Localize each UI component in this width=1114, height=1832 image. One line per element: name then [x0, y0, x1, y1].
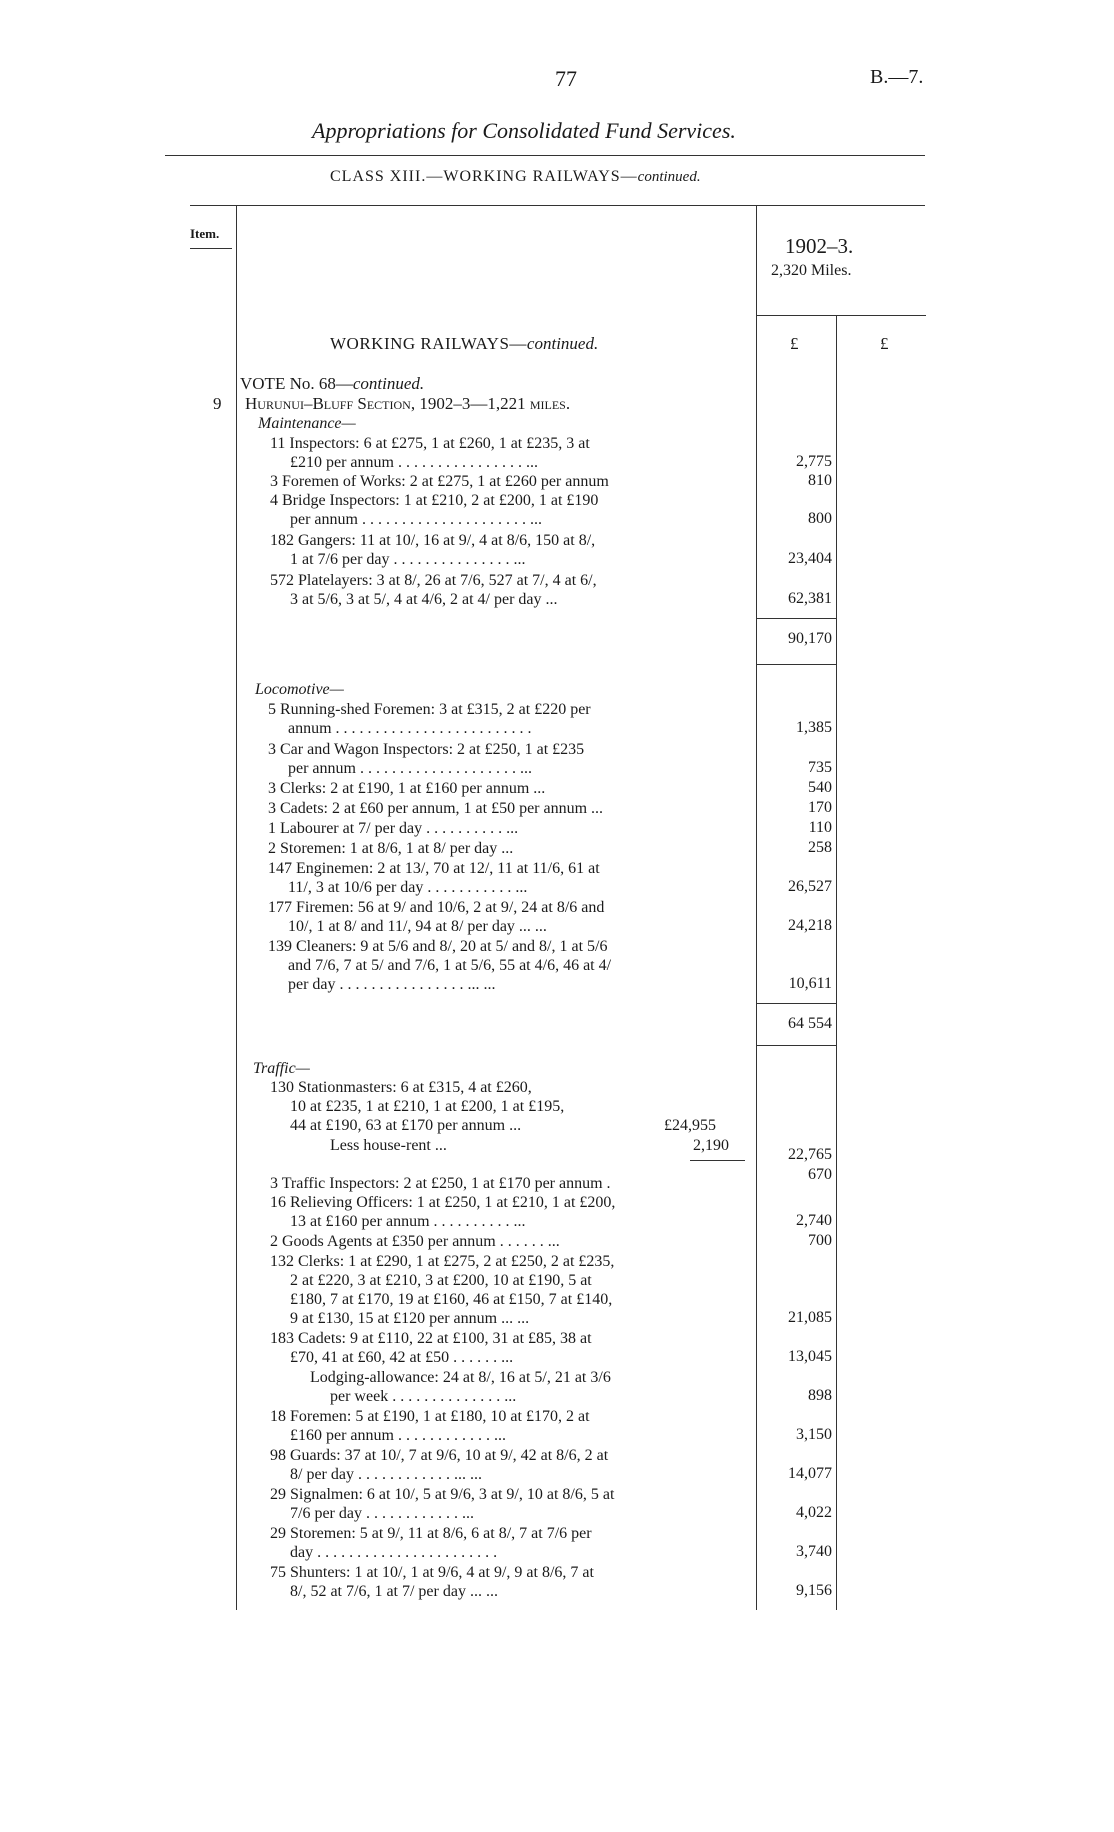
- stationmasters-gross: £24,955: [664, 1117, 716, 1134]
- locomotive-amount: 258: [808, 839, 832, 856]
- item-title: Hurunui–Bluff Section, 1902–3—1,221 miles.: [245, 394, 571, 413]
- maintenance-line: 4 Bridge Inspectors: 1 at £210, 2 at £200, 1 at £190: [270, 492, 599, 509]
- traffic-line: per week . . . . . . . . . . . . . . ...: [330, 1388, 517, 1405]
- traffic-line: 9 at £130, 15 at £120 per annum ... ...: [290, 1310, 530, 1327]
- class-title: CLASS XIII.—WORKING RAILWAYS—continued.: [330, 168, 701, 185]
- traffic-amount: 13,045: [788, 1348, 832, 1365]
- traffic-heading: Traffic—: [253, 1060, 310, 1077]
- traffic-line: £180, 7 at £170, 19 at £160, 46 at £150, 7 at £140,: [290, 1291, 613, 1308]
- year-header: 1902–3.: [785, 234, 854, 258]
- traffic-amount: 4,022: [796, 1504, 832, 1521]
- maintenance-amount: 23,404: [788, 550, 832, 567]
- maintenance-line: £210 per annum . . . . . . . . . . . . . . . . ...: [290, 454, 538, 471]
- traffic-line: 44 at £190, 63 at £170 per annum ...: [290, 1117, 522, 1134]
- locomotive-line: annum . . . . . . . . . . . . . . . . . . . . . . . . .: [288, 720, 532, 737]
- locomotive-line: 3 Clerks: 2 at £190, 1 at £160 per annum ...: [268, 780, 546, 797]
- locomotive-amount: 170: [808, 799, 832, 816]
- locomotive-heading: Locomotive—: [255, 681, 344, 698]
- traffic-amount: 670: [808, 1166, 832, 1183]
- miles-header: 2,320 Miles.: [771, 262, 852, 279]
- rule-top: [165, 155, 925, 156]
- traffic-line: 98 Guards: 37 at 10/, 7 at 9/6, 10 at 9/, 42 at 8/6, 2 at: [270, 1447, 609, 1464]
- column-rule-amount-right: [836, 315, 837, 1610]
- traffic-line: 16 Relieving Officers: 1 at £250, 1 at £210, 1 at £200,: [270, 1194, 616, 1211]
- locomotive-line: and 7/6, 7 at 5/ and 7/6, 1 at 5/6, 55 at 4/6, 46 at 4/: [288, 957, 612, 974]
- locomotive-line: 147 Enginemen: 2 at 13/, 70 at 12/, 11 at 11/6, 61 at: [268, 860, 600, 877]
- traffic-line: 7/6 per day . . . . . . . . . . . . ...: [290, 1505, 474, 1522]
- traffic-line: £70, 41 at £60, 42 at £50 . . . . . . ...: [290, 1349, 514, 1366]
- locomotive-line: 5 Running-shed Foremen: 3 at £315, 2 at £220 per: [268, 701, 591, 718]
- locomotive-amount: 24,218: [788, 917, 832, 934]
- traffic-line: 13 at £160 per annum . . . . . . . . . . ...: [290, 1213, 526, 1230]
- vote-title: VOTE No. 68—continued.: [240, 374, 425, 393]
- document-reference: B.—7.: [870, 66, 924, 88]
- locomotive-amount: 10,611: [788, 975, 832, 992]
- locomotive-sum-rule: [756, 1003, 836, 1004]
- locomotive-total-rule: [756, 1045, 836, 1046]
- locomotive-line: per day . . . . . . . . . . . . . . . . ... ...: [288, 976, 496, 993]
- traffic-line: £160 per annum . . . . . . . . . . . . ...: [290, 1427, 506, 1444]
- locomotive-line: 3 Car and Wagon Inspectors: 2 at £250, 1 at £235: [268, 741, 585, 758]
- column-rule-item: [236, 205, 237, 1610]
- house-rent-rule: [690, 1160, 745, 1161]
- maintenance-line: 1 at 7/6 per day . . . . . . . . . . . . . . . ...: [290, 551, 526, 568]
- locomotive-amount: 540: [808, 779, 832, 796]
- traffic-amount: 700: [808, 1232, 832, 1249]
- maintenance-total-rule: [756, 664, 836, 665]
- page-subtitle: Appropriations for Consolidated Fund Services.: [312, 118, 736, 143]
- traffic-line: Lodging-allowance: 24 at 8/, 16 at 5/, 21 at 3/6: [310, 1369, 611, 1386]
- maintenance-line: 182 Gangers: 11 at 10/, 16 at 9/, 4 at 8/6, 150 at 8/,: [270, 532, 596, 549]
- locomotive-total: 64 554: [788, 1015, 832, 1032]
- maintenance-amount: 810: [808, 472, 832, 489]
- maintenance-total: 90,170: [788, 630, 832, 647]
- traffic-line: day . . . . . . . . . . . . . . . . . . . . . . .: [290, 1544, 498, 1561]
- traffic-line: 8/ per day . . . . . . . . . . . . ... ...: [290, 1466, 482, 1483]
- section-title: WORKING RAILWAYS—continued.: [330, 334, 599, 353]
- maintenance-line: 3 Foremen of Works: 2 at £275, 1 at £260 per annum: [270, 473, 609, 490]
- locomotive-line: 11/, 3 at 10/6 per day . . . . . . . . . . . ...: [288, 879, 528, 896]
- locomotive-line: 177 Firemen: 56 at 9/ and 10/6, 2 at 9/, 24 at 8/6 and: [268, 899, 605, 916]
- locomotive-amount: 110: [808, 819, 832, 836]
- traffic-line: 10 at £235, 1 at £210, 1 at £200, 1 at £195,: [290, 1098, 565, 1115]
- maintenance-sum-rule: [756, 618, 836, 619]
- maintenance-heading: Maintenance—: [258, 415, 356, 432]
- maintenance-amount: 800: [808, 510, 832, 527]
- traffic-line: 8/, 52 at 7/6, 1 at 7/ per day ... ...: [290, 1583, 498, 1600]
- traffic-line: 18 Foremen: 5 at £190, 1 at £180, 10 at £170, 2 at: [270, 1408, 590, 1425]
- traffic-amount: 898: [808, 1387, 832, 1404]
- item-header-underline: [190, 248, 232, 249]
- locomotive-amount: 735: [808, 759, 832, 776]
- maintenance-line: 11 Inspectors: 6 at £275, 1 at £260, 1 at £235, 3 at: [270, 435, 590, 452]
- traffic-line: 29 Signalmen: 6 at 10/, 5 at 9/6, 3 at 9/, 10 at 8/6, 5 at: [270, 1486, 615, 1503]
- house-rent-amount: 2,190: [693, 1137, 729, 1154]
- locomotive-line: per annum . . . . . . . . . . . . . . . . . . . . ...: [288, 760, 532, 777]
- traffic-line: 132 Clerks: 1 at £290, 1 at £275, 2 at £250, 2 at £235,: [270, 1253, 615, 1270]
- locomotive-line: 139 Cleaners: 9 at 5/6 and 8/, 20 at 5/ and 8/, 1 at 5/6: [268, 938, 608, 955]
- traffic-line: 130 Stationmasters: 6 at £315, 4 at £260,: [270, 1079, 532, 1096]
- locomotive-line: 10/, 1 at 8/ and 11/, 94 at 8/ per day ... ...: [288, 918, 547, 935]
- maintenance-amount: 2,775: [796, 453, 832, 470]
- locomotive-line: 3 Cadets: 2 at £60 per annum, 1 at £50 per annum ...: [268, 800, 604, 817]
- locomotive-line: 2 Storemen: 1 at 8/6, 1 at 8/ per day ...: [268, 840, 514, 857]
- maintenance-line: per annum . . . . . . . . . . . . . . . . . . . . . ...: [290, 511, 542, 528]
- maintenance-line: 572 Platelayers: 3 at 8/, 26 at 7/6, 527 at 7/, 4 at 6/,: [270, 572, 597, 589]
- pound-header-2: £: [880, 334, 889, 353]
- locomotive-line: 1 Labourer at 7/ per day . . . . . . . . . . ...: [268, 820, 519, 837]
- traffic-line: 2 at £220, 3 at £210, 3 at £200, 10 at £190, 5 at: [290, 1272, 592, 1289]
- traffic-line: Less house-rent ...: [330, 1137, 447, 1154]
- item-column-header: Item.: [190, 226, 220, 241]
- traffic-line: 29 Storemen: 5 at 9/, 11 at 8/6, 6 at 8/, 7 at 7/6 per: [270, 1525, 592, 1542]
- maintenance-amount: 62,381: [788, 590, 832, 607]
- traffic-line: 3 Traffic Inspectors: 2 at £250, 1 at £170 per annum .: [270, 1175, 611, 1192]
- rule-table-top: [190, 205, 925, 206]
- traffic-amount: 22,765: [788, 1146, 832, 1163]
- traffic-amount: 3,740: [796, 1543, 832, 1560]
- rule-year-bottom: [756, 315, 926, 316]
- maintenance-line: 3 at 5/6, 3 at 5/, 4 at 4/6, 2 at 4/ per day ...: [290, 591, 558, 608]
- traffic-line: 2 Goods Agents at £350 per annum . . . . . . ...: [270, 1233, 560, 1250]
- traffic-line: 75 Shunters: 1 at 10/, 1 at 9/6, 4 at 9/, 9 at 8/6, 7 at: [270, 1564, 594, 1581]
- pound-header-1: £: [790, 334, 799, 353]
- traffic-amount: 9,156: [796, 1582, 832, 1599]
- traffic-amount: 14,077: [788, 1465, 832, 1482]
- traffic-amount: 3,150: [796, 1426, 832, 1443]
- locomotive-amount: 26,527: [788, 878, 832, 895]
- traffic-line: 183 Cadets: 9 at £110, 22 at £100, 31 at £85, 38 at: [270, 1330, 592, 1347]
- page-number: 77: [555, 66, 577, 91]
- traffic-amount: 2,740: [796, 1212, 832, 1229]
- locomotive-amount: 1,385: [796, 719, 832, 736]
- traffic-amount: 21,085: [788, 1309, 832, 1326]
- item-number: 9: [213, 394, 222, 413]
